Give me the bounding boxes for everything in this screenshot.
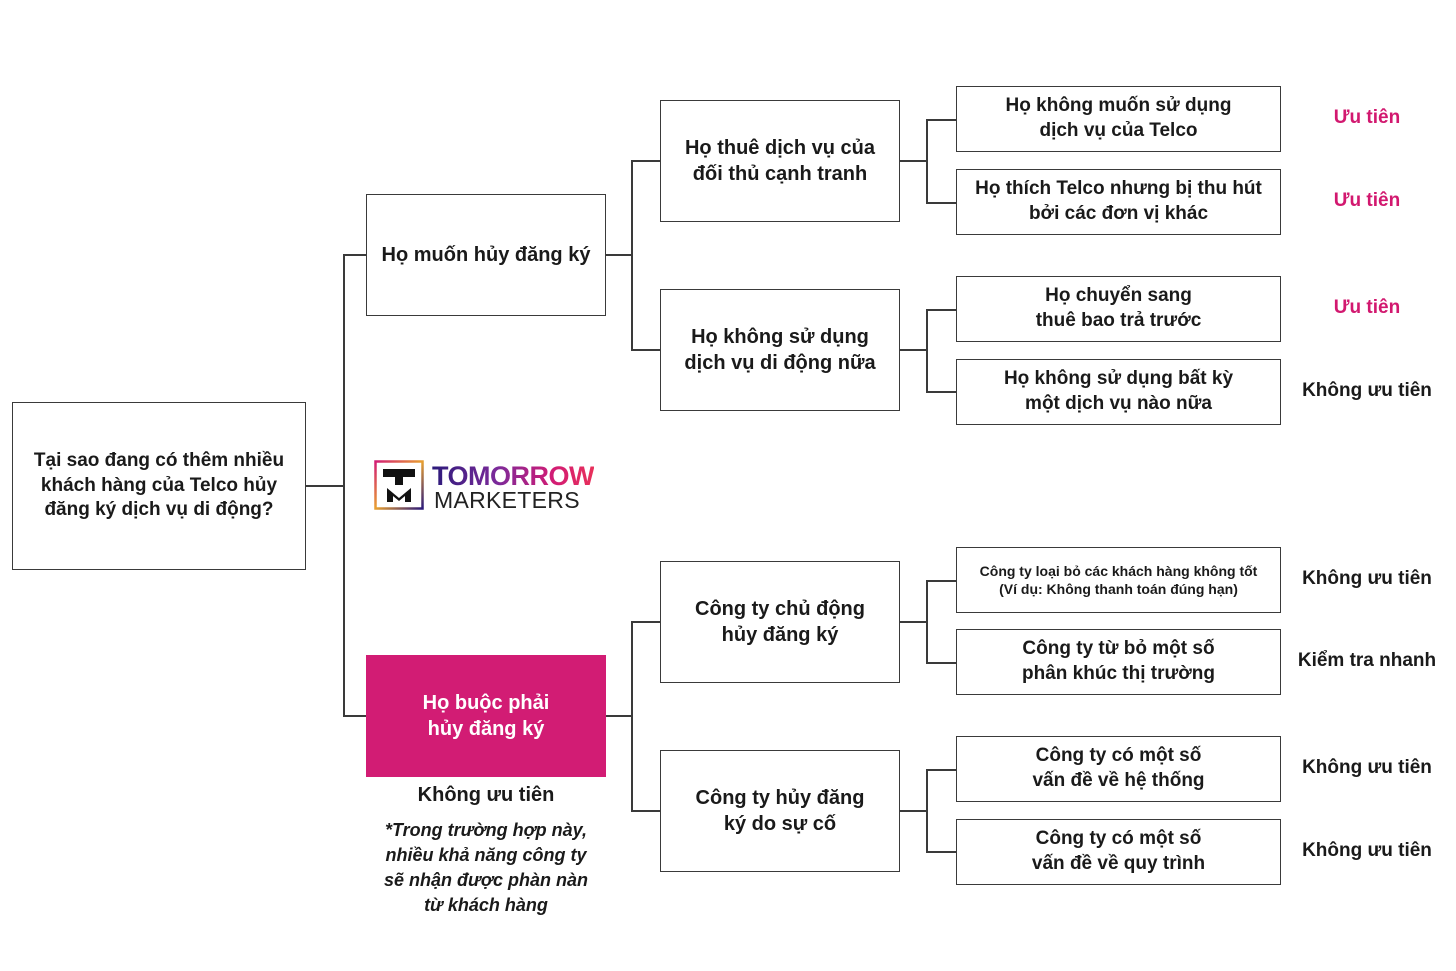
want-to-cancel-box: [366, 194, 606, 316]
connector: [900, 621, 927, 623]
logo-wordmark-top: TOMORROW: [432, 461, 594, 491]
connector: [900, 810, 927, 812]
connector: [606, 254, 632, 256]
logo-wordmark-bottom: MARKETERS: [434, 487, 580, 513]
leaf-box: [956, 169, 1281, 235]
connector: [343, 715, 366, 717]
competitor-label: Họ thuê dịch vụ của đối thủ cạnh tranh: [684, 137, 876, 185]
company-incident-label: Công ty hủy đăng ký do sự cố: [695, 787, 865, 835]
leaf-label: Công ty có một số vấn đề về quy trình: [1031, 828, 1206, 874]
forced-to-cancel-box: [366, 655, 606, 777]
connector: [606, 715, 632, 717]
leaf-box: [956, 276, 1281, 342]
connector: [926, 580, 956, 582]
connector: [900, 349, 927, 351]
priority-tag: Không ưu tiên: [1302, 568, 1432, 589]
connector: [631, 621, 633, 811]
priority-tag: Không ưu tiên: [1302, 840, 1432, 861]
connector: [900, 160, 927, 162]
priority-tag: Kiểm tra nhanh: [1297, 650, 1437, 671]
connector: [926, 119, 956, 121]
leaf-box: [956, 629, 1281, 695]
priority-tag: Không ưu tiên: [1302, 380, 1432, 401]
connector: [343, 254, 345, 716]
connector: [926, 662, 956, 664]
priority-tag: Ưu tiên: [1333, 190, 1401, 211]
leaf-label: Họ không sử dụng bất kỳ một dịch vụ nào nữa: [1003, 368, 1234, 414]
no-longer-using-label: Họ không sử dụng dịch vụ di động nữa: [684, 326, 876, 374]
company-incident-box: [660, 750, 900, 872]
forced-priority-label: Không ưu tiên: [417, 784, 555, 806]
no-longer-using-box: [660, 289, 900, 411]
leaf-label: Công ty loại bỏ các khách hàng không tốt (Ví dụ: Không thanh toán đúng hạn): [979, 562, 1258, 597]
connector: [343, 254, 366, 256]
leaf-label: Công ty từ bỏ một số phân khúc thị trường: [1022, 638, 1215, 684]
connector: [926, 309, 928, 392]
logo-mark-icon: [374, 460, 424, 510]
leaf-box: [956, 547, 1281, 613]
priority-tag: Ưu tiên: [1333, 107, 1401, 128]
connector: [926, 580, 928, 663]
root-question-box: [12, 402, 306, 570]
connector: [631, 810, 660, 812]
connector: [926, 769, 928, 852]
connector: [926, 769, 956, 771]
connector: [306, 485, 343, 487]
connector: [926, 851, 956, 853]
priority-tag: Ưu tiên: [1333, 297, 1401, 318]
leaf-label: Công ty có một số vấn đề về hệ thống: [1032, 745, 1205, 791]
leaf-label: Họ thích Telco nhưng bị thu hút bởi các đơn vị khác: [975, 178, 1262, 224]
connector: [926, 309, 956, 311]
connector: [631, 621, 660, 623]
company-initiated-box: [660, 561, 900, 683]
leaf-box: [956, 359, 1281, 425]
leaf-label: Họ chuyển sang thuê bao trả trước: [1035, 285, 1202, 331]
forced-to-cancel-label: Họ buộc phải hủy đăng ký: [422, 692, 550, 740]
connector: [631, 349, 660, 351]
connector: [926, 391, 956, 393]
connector: [926, 202, 956, 204]
priority-tag: Không ưu tiên: [1302, 757, 1432, 778]
forced-note-text: *Trong trường hợp này, nhiều khả năng công ty sẽ nhận được phàn nàn từ khách hàng: [384, 820, 588, 915]
tomorrow-marketers-logo: [374, 460, 604, 514]
company-initiated-label: Công ty chủ động hủy đăng ký: [695, 598, 865, 646]
connector: [631, 160, 633, 350]
competitor-box: [660, 100, 900, 222]
leaf-box: [956, 736, 1281, 802]
leaf-box: [956, 819, 1281, 885]
leaf-box: [956, 86, 1281, 152]
want-to-cancel-label: Họ muốn hủy đăng ký: [381, 244, 591, 266]
connector: [926, 119, 928, 203]
root-question-label: Tại sao đang có thêm nhiều khách hàng của Telco hủy đăng ký dịch vụ di động?: [33, 449, 285, 521]
connector: [631, 160, 660, 162]
leaf-label: Họ không muốn sử dụng dịch vụ của Telco: [1005, 95, 1232, 141]
